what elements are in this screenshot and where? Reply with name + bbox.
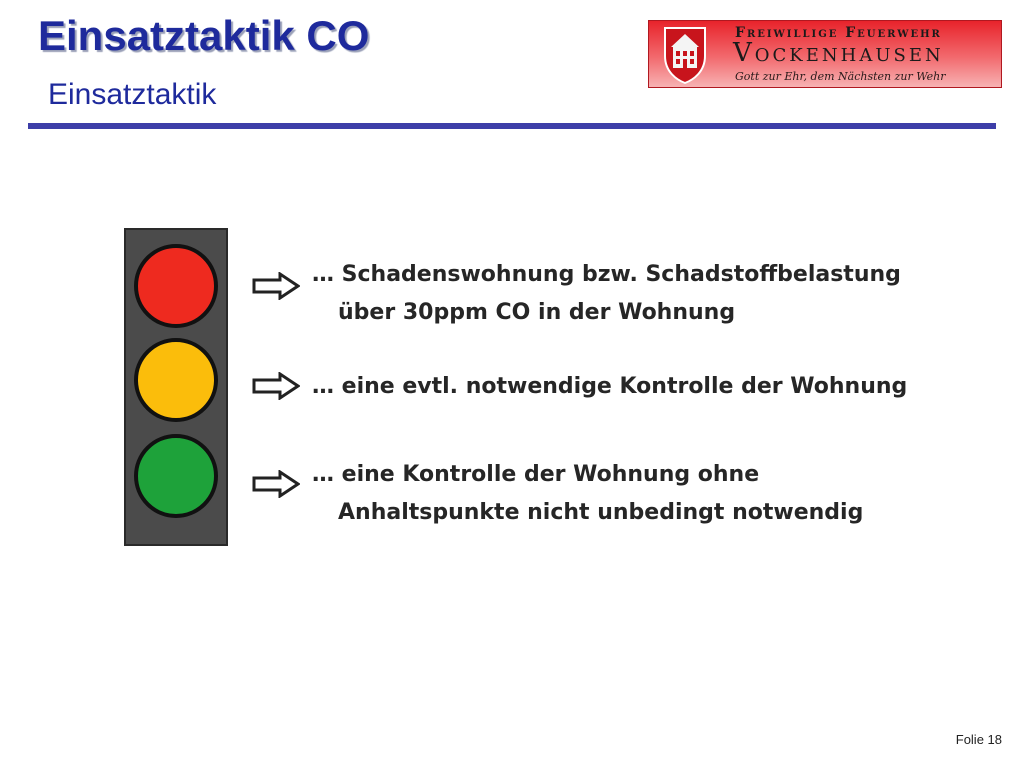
yellow-lamp bbox=[134, 338, 218, 422]
green-explanation-text bbox=[312, 456, 863, 532]
right-arrow-icon bbox=[252, 272, 300, 300]
right-arrow-icon bbox=[252, 372, 300, 400]
green-lamp bbox=[134, 434, 218, 518]
slide-number: Folie 18 bbox=[955, 732, 1002, 747]
fire-brigade-logo bbox=[648, 20, 1002, 88]
slide-subtitle: Einsatztaktik bbox=[48, 78, 217, 111]
logo-line-1: Freiwillige Feuerwehr bbox=[735, 25, 942, 41]
green-explanation-line-2: Anhaltspunkte nicht unbedingt notwendig bbox=[338, 500, 864, 525]
yellow-explanation-text bbox=[312, 368, 907, 406]
traffic-light-panel bbox=[100, 214, 936, 552]
traffic-light-housing bbox=[124, 228, 228, 546]
logo-line-2: Vockenhausen bbox=[733, 38, 944, 68]
red-explanation-line-1: … Schadenswohnung bzw. Schadstoffbelastung bbox=[312, 262, 901, 287]
slide-title: Einsatztaktik CO bbox=[38, 12, 370, 59]
red-lamp bbox=[134, 244, 218, 328]
yellow-explanation-line-1: … eine evtl. notwendige Kontrolle der Wohnung bbox=[312, 374, 908, 399]
header-divider bbox=[28, 123, 996, 129]
green-explanation-line-1: … eine Kontrolle der Wohnung ohne bbox=[312, 462, 760, 487]
logo-motto: Gott zur Ehr, dem Nächsten zur Wehr bbox=[735, 70, 946, 83]
red-explanation-line-2: über 30ppm CO in der Wohnung bbox=[338, 300, 736, 325]
coat-of-arms-icon bbox=[663, 26, 707, 84]
red-explanation-text bbox=[312, 256, 901, 332]
right-arrow-icon bbox=[252, 470, 300, 498]
